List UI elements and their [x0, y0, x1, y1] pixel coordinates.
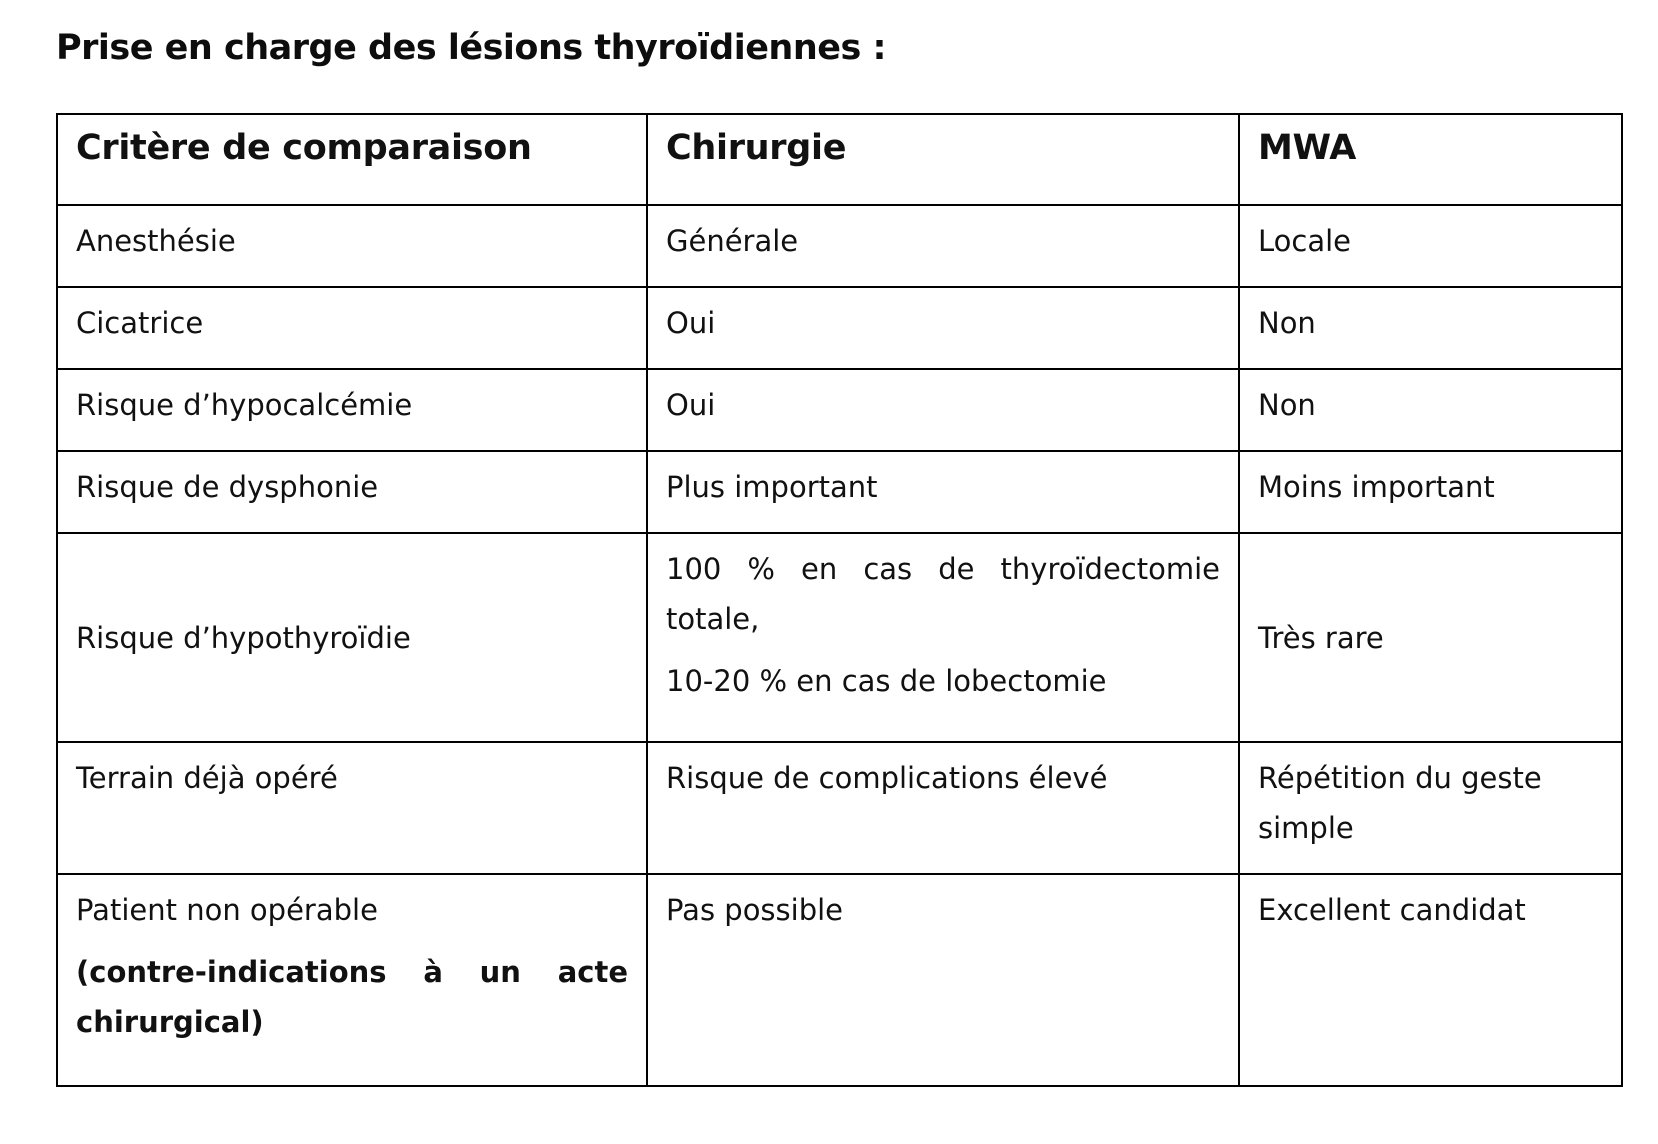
cell-mwa: Non [1239, 369, 1622, 451]
header-mwa: MWA [1239, 114, 1622, 205]
header-criterion: Critère de comparaison [57, 114, 647, 205]
cell-mwa: Non [1239, 287, 1622, 369]
cell-surgery-line: 10-20 % en cas de lobectomie [666, 664, 1107, 698]
cell-surgery: Pas possible [647, 874, 1239, 1086]
cell-surgery: Oui [647, 369, 1239, 451]
cell-criterion-line: Patient non opérable [76, 893, 378, 927]
cell-surgery: Oui [647, 287, 1239, 369]
header-surgery: Chirurgie [647, 114, 1239, 205]
cell-surgery [647, 533, 1239, 742]
table-row [57, 205, 1622, 287]
cell-criterion [57, 874, 647, 1086]
cell-surgery-line: 100 % en cas de thyroïdectomie totale, [666, 552, 1220, 636]
table-header-row [57, 114, 1622, 205]
table-row [57, 451, 1622, 533]
comparison-table [56, 113, 1623, 1087]
cell-criterion: Anesthésie [57, 205, 647, 287]
page-title: Prise en charge des lésions thyroïdiennes : [56, 28, 887, 68]
table-row [57, 533, 1622, 742]
cell-criterion: Risque d’hypocalcémie [57, 369, 647, 451]
cell-criterion: Terrain déjà opéré [57, 742, 647, 874]
table-row [57, 369, 1622, 451]
cell-mwa: Excellent candidat [1239, 874, 1622, 1086]
cell-mwa: Locale [1239, 205, 1622, 287]
cell-criterion: Risque d’hypothyroïdie [57, 533, 647, 742]
cell-surgery: Plus important [647, 451, 1239, 533]
table-row [57, 742, 1622, 874]
cell-surgery: Générale [647, 205, 1239, 287]
cell-criterion: Cicatrice [57, 287, 647, 369]
table-row [57, 874, 1622, 1086]
cell-mwa: Très rare [1239, 533, 1622, 742]
cell-mwa: Répétition du geste simple [1239, 742, 1622, 874]
cell-criterion-note: (contre-indications à un acte chirurgical) [76, 955, 628, 1039]
cell-mwa: Moins important [1239, 451, 1622, 533]
table-row [57, 287, 1622, 369]
cell-criterion: Risque de dysphonie [57, 451, 647, 533]
cell-surgery: Risque de complications élevé [647, 742, 1239, 874]
